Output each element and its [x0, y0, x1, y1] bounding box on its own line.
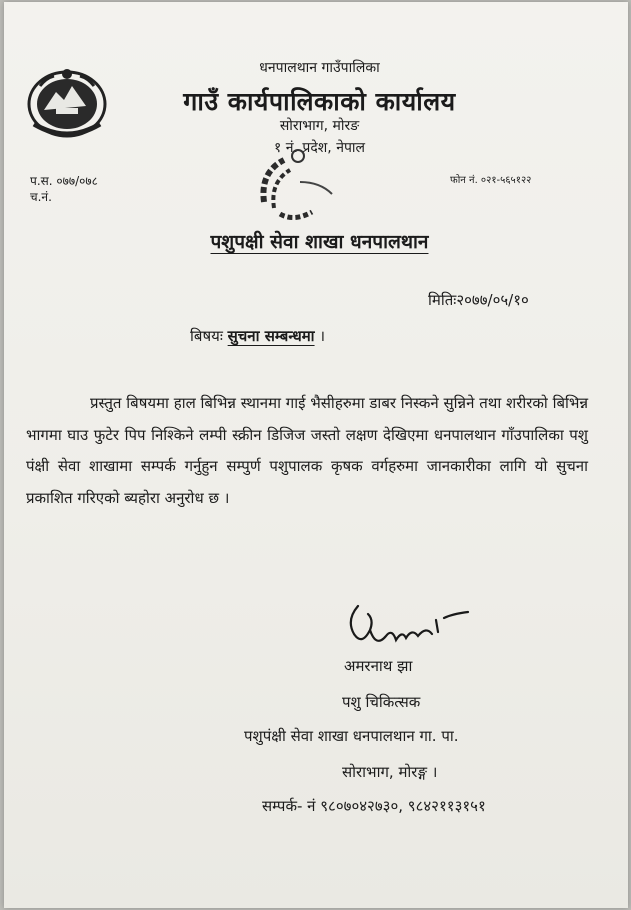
province-line: १ नं. प्रदेश, नेपाल [273, 140, 366, 156]
subject-line [190, 326, 325, 346]
signatory-office: पशुपंक्षी सेवा शाखा धनपालथान गा. पा. [244, 727, 459, 745]
notice-body: प्रस्तुत बिषयमा हाल बिभिन्न स्थानमा गाई भैसीहरुमा डाबर निस्कने सुन्निने तथा शरीरको बिभिन्न भागमा घाउ फुटेर पिप निश्किने लम्पी स्क्रीन डिजिज जस्तो लक्षण देखिएमा धनपालथान गाँउपालिका पशु पंक्षी सेवा शाखामा सम्पर्क गर्नुहुन सम्पुर्ण पशुपालक कृषक वर्गहरुमा जानकारीका लागि यो सुचना प्रकाशित गरिएको ब्यहोरा अनुरोध छ । [26, 394, 588, 507]
dispatch-number: च.नं. [30, 190, 52, 204]
office-stamp [250, 142, 346, 224]
document-page [4, 2, 628, 908]
notice-date: मितिः२०७७/०५/१० [428, 291, 529, 309]
section-title: पशुपक्षी सेवा शाखा धनपालथान [210, 231, 429, 253]
phone-number: फोन नं. ०२१-५६५१२२ [450, 175, 532, 186]
office-address: सोराभाग, मोरङ [279, 118, 360, 134]
subject-text: सुचना सम्बन्धमा [227, 327, 315, 345]
signatory-name: अमरनाथ झा [344, 657, 413, 675]
signatory-place: सोराभाग, मोरङ्ग । [342, 763, 438, 781]
subject-end: । [319, 327, 326, 345]
reference-number: प.स. ०७७/०७८ [30, 174, 98, 188]
municipality-name: धनपालथान गाउँपालिका [259, 60, 380, 76]
subject-label: बिषयः [190, 327, 223, 345]
office-name: गाउँ कार्यपालिकाको कार्यालय [183, 87, 456, 116]
handwritten-signature [340, 600, 480, 654]
signatory-contact: सम्पर्क- नं ९८०७०४२७३०, ९८४२११३१५१ [262, 797, 486, 815]
signatory-title: पशु चिकित्सक [342, 693, 421, 711]
notice-body-wrapper [26, 388, 588, 514]
